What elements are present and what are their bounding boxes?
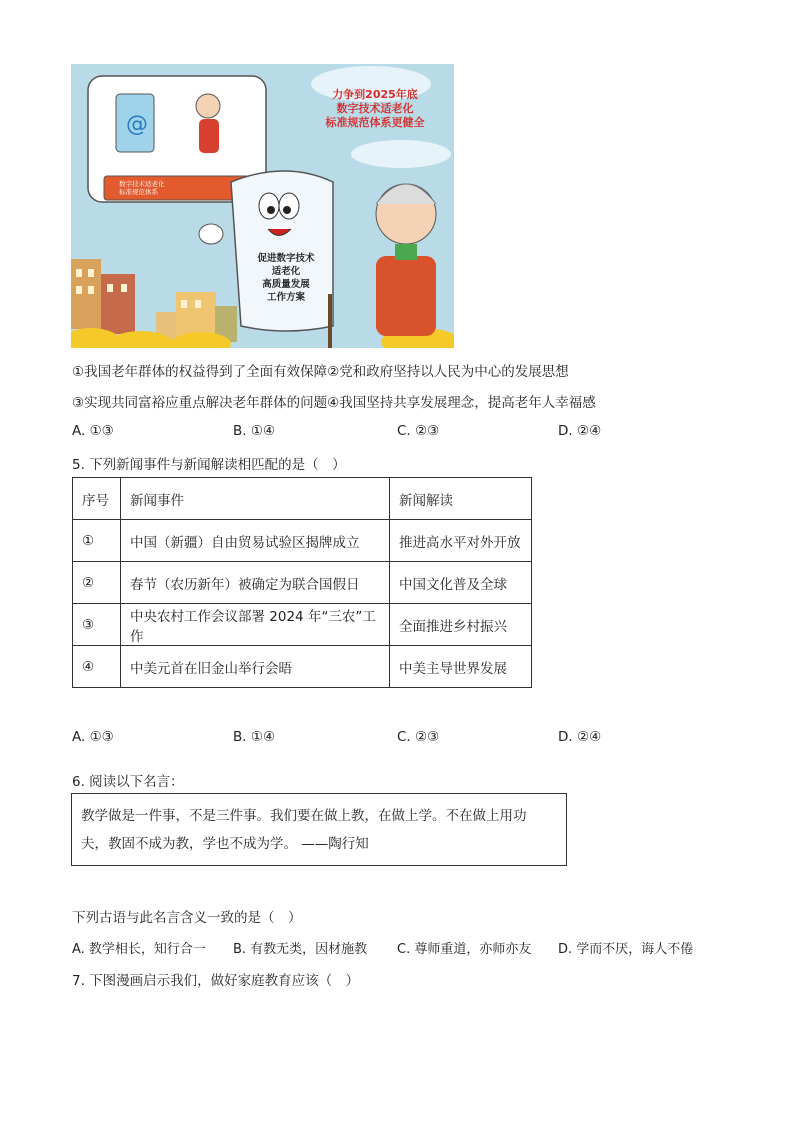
banner-line-1: 力争到2025年底 bbox=[332, 88, 418, 101]
table-header-row bbox=[73, 478, 532, 520]
header-index: 序号 bbox=[73, 478, 121, 520]
row-event: 中国（新疆）自由贸易试验区揭牌成立 bbox=[121, 520, 390, 562]
scroll-line-1: 促进数字技术 bbox=[257, 253, 315, 264]
q5-stem: 5. 下列新闻事件与新闻解读相匹配的是（ ） bbox=[72, 457, 346, 473]
quote-line-1: 教学做是一件事，不是三件事。我们要在做上教，在做上学。不在做上用功 bbox=[81, 808, 527, 824]
q4-option-b[interactable]: B. ①④ bbox=[233, 423, 276, 439]
q7-stem: 7. 下图漫画启示我们，做好家庭教育应该（ ） bbox=[72, 973, 360, 989]
q6-option-d[interactable]: D. 学而不厌，诲人不倦 bbox=[558, 942, 694, 957]
q6-option-c[interactable]: C. 尊师重道，亦师亦友 bbox=[397, 942, 532, 957]
q5-option-c[interactable]: C. ②③ bbox=[397, 729, 440, 745]
q5-option-d[interactable]: D. ②④ bbox=[558, 729, 602, 745]
illustration-banner bbox=[305, 88, 445, 130]
row-interpretation: 中美主导世界发展 bbox=[390, 646, 532, 688]
book-label-line-2: 标准规范体系 bbox=[119, 188, 158, 196]
q6-option-b[interactable]: B. 有教无类，因材施教 bbox=[233, 942, 368, 957]
q6-question: 下列古语与此名言含义一致的是（ ） bbox=[72, 910, 302, 926]
banner-line-2: 数字技术适老化 bbox=[336, 102, 414, 115]
book-label-line-1: 数字技术适老化 bbox=[119, 180, 165, 188]
cartoon-illustration bbox=[71, 64, 454, 348]
q5-option-a[interactable]: A. ①③ bbox=[72, 729, 114, 745]
scroll-line-2: 适老化 bbox=[271, 266, 301, 277]
q6-option-a[interactable]: A. 教学相长，知行合一 bbox=[72, 942, 206, 957]
row-event: 中美元首在旧金山举行会晤 bbox=[121, 646, 390, 688]
q4-option-d[interactable]: D. ②④ bbox=[558, 423, 602, 439]
book-label bbox=[119, 180, 165, 196]
scroll-line-3: 高质量发展 bbox=[262, 279, 310, 290]
row-index: ① bbox=[73, 520, 121, 562]
table-row bbox=[73, 646, 532, 688]
header-event: 新闻事件 bbox=[121, 478, 390, 520]
row-interpretation: 中国文化普及全球 bbox=[390, 562, 532, 604]
scroll-line-4: 工作方案 bbox=[266, 292, 305, 303]
row-event: 中央农村工作会议部署 2024 年“三农”工作 bbox=[121, 604, 390, 646]
row-index: ③ bbox=[73, 604, 121, 646]
q6-stem: 6. 阅读以下名言： bbox=[72, 774, 184, 790]
news-table bbox=[72, 477, 532, 688]
table-row bbox=[73, 562, 532, 604]
header-interpretation: 新闻解读 bbox=[390, 478, 532, 520]
q4-statement-2: ③实现共同富裕应重点解决老年群体的问题④我国坚持共享发展理念，提高老年人幸福感 bbox=[72, 395, 596, 411]
svg-text:@: @ bbox=[126, 112, 148, 137]
quote-line-2: 夫，教固不成为教，学也不成为学。 ——陶行知 bbox=[81, 836, 369, 852]
row-event: 春节（农历新年）被确定为联合国假日 bbox=[121, 562, 390, 604]
table-row bbox=[73, 520, 532, 562]
row-interpretation: 推进高水平对外开放 bbox=[390, 520, 532, 562]
q4-statement-1: ①我国老年群体的权益得到了全面有效保障②党和政府坚持以人民为中心的发展思想 bbox=[72, 364, 569, 380]
scroll-text bbox=[251, 252, 321, 304]
q5-option-b[interactable]: B. ①④ bbox=[233, 729, 276, 745]
row-index: ② bbox=[73, 562, 121, 604]
q4-option-c[interactable]: C. ②③ bbox=[397, 423, 440, 439]
row-index: ④ bbox=[73, 646, 121, 688]
quote-box bbox=[71, 793, 567, 866]
row-interpretation: 全面推进乡村振兴 bbox=[390, 604, 532, 646]
q4-option-a[interactable]: A. ①③ bbox=[72, 423, 114, 439]
banner-line-3: 标准规范体系更健全 bbox=[325, 116, 425, 129]
table-row bbox=[73, 604, 532, 646]
